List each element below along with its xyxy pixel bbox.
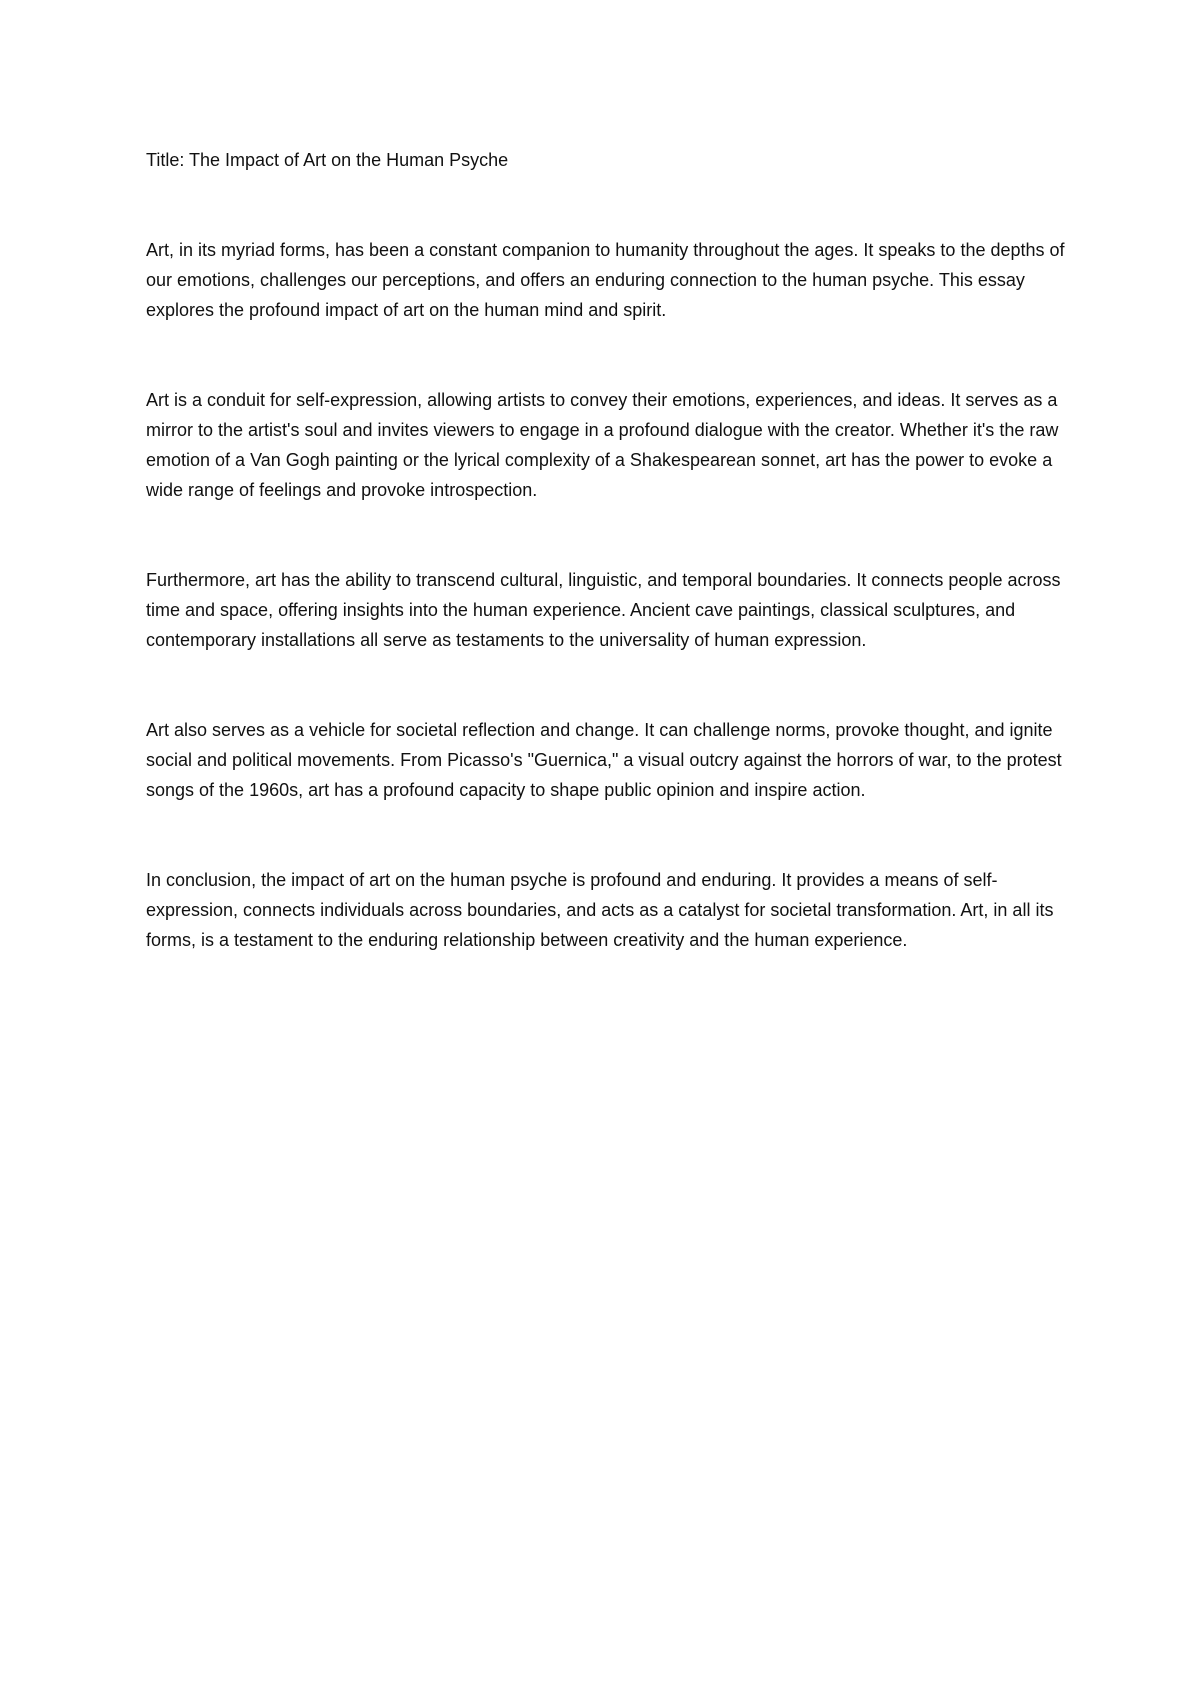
document-title: Title: The Impact of Art on the Human Psyche <box>146 150 509 170</box>
paragraph-introduction: Art, in its myriad forms, has been a constant companion to humanity throughout the ages. It speaks to the depths of our emotions, challenges our perceptions, and offers an enduring connection to the human psyche. This essay explores the profound impact of art on the human mind and spirit. <box>146 240 1065 320</box>
paragraph-self-expression: Art is a conduit for self-expression, allowing artists to convey their emotions, experiences, and ideas. It serves as a mirror to the artist's soul and invites viewers to engage in a profound dialogue with the creator. Whether it's the raw emotion of a Van Gogh painting or the lyrical complexity of a Shakespearean sonnet, art has the power to evoke a wide range of feelings and provoke introspection. <box>146 390 1059 500</box>
paragraph-conclusion: In conclusion, the impact of art on the human psyche is profound and enduring. It provides a means of self-expression, connects individuals across boundaries, and acts as a catalyst for societal transformation. Art, in all its forms, is a testament to the enduring relationship between creativity and the human experience. <box>146 870 1054 950</box>
paragraph-transcend-boundaries: Furthermore, art has the ability to transcend cultural, linguistic, and temporal boundaries. It connects people across time and space, offering insights into the human experience. Ancient cave paintings, classical sculptures, and contemporary installations all serve as testaments to the universality of human expression. <box>146 570 1061 650</box>
paragraph-societal-change: Art also serves as a vehicle for societal reflection and change. It can challenge norms, provoke thought, and ignite social and political movements. From Picasso's "Guernica," a visual outcry against the horrors of war, to the protest songs of the 1960s, art has a profound capacity to shape public opinion and inspire action. <box>146 720 1062 800</box>
document-body <box>146 145 1066 955</box>
